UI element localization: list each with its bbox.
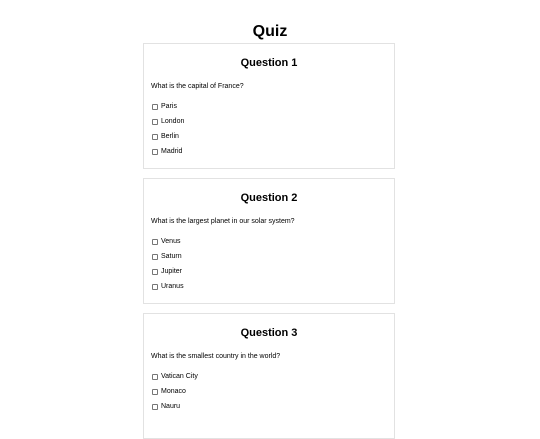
answer-option-madrid[interactable]: [152, 144, 184, 159]
answer-option-paris[interactable]: [152, 99, 184, 114]
question-card-1: [143, 43, 395, 169]
answer-option-london[interactable]: [152, 114, 184, 129]
option-label: London: [161, 118, 185, 125]
question-text: What is the capital of France?: [151, 83, 244, 90]
checkbox[interactable]: [152, 284, 158, 290]
option-label: Monaco: [161, 388, 186, 395]
answer-option-monaco[interactable]: [152, 384, 198, 399]
answer-option-nauru[interactable]: [152, 399, 198, 414]
checkbox[interactable]: [152, 269, 158, 275]
checkbox[interactable]: [152, 149, 158, 155]
option-label: Venus: [161, 238, 181, 245]
answer-option-venus[interactable]: [152, 234, 184, 249]
question-heading: Question 1: [240, 57, 298, 69]
checkbox[interactable]: [152, 134, 158, 140]
question-heading: Question 3: [240, 327, 298, 339]
checkbox[interactable]: [152, 104, 158, 110]
checkbox[interactable]: [152, 254, 158, 260]
option-label: Berlin: [161, 133, 179, 140]
checkbox[interactable]: [152, 389, 158, 395]
question-heading: Question 2: [240, 192, 298, 204]
question-text: What is the largest planet in our solar system?: [151, 218, 295, 225]
answer-options: [152, 99, 184, 159]
answer-option-vatican-city[interactable]: [152, 369, 198, 384]
checkbox[interactable]: [152, 239, 158, 245]
page-title: Quiz: [252, 22, 288, 40]
checkbox[interactable]: [152, 374, 158, 380]
option-label: Vatican City: [161, 373, 198, 380]
answer-options: [152, 234, 184, 294]
answer-option-uranus[interactable]: [152, 279, 184, 294]
question-card-2: [143, 178, 395, 304]
option-label: Nauru: [161, 403, 181, 410]
option-label: Uranus: [161, 283, 184, 290]
answer-option-jupiter[interactable]: [152, 264, 184, 279]
checkbox[interactable]: [152, 404, 158, 410]
option-label: Saturn: [161, 253, 182, 260]
question-card-3: [143, 313, 395, 439]
option-label: Paris: [161, 103, 177, 110]
checkbox[interactable]: [152, 119, 158, 125]
answer-options: [152, 369, 198, 414]
answer-option-saturn[interactable]: [152, 249, 184, 264]
option-label: Jupiter: [161, 268, 183, 275]
option-label: Madrid: [161, 148, 183, 155]
question-text: What is the smallest country in the world?: [151, 353, 281, 360]
answer-option-berlin[interactable]: [152, 129, 184, 144]
